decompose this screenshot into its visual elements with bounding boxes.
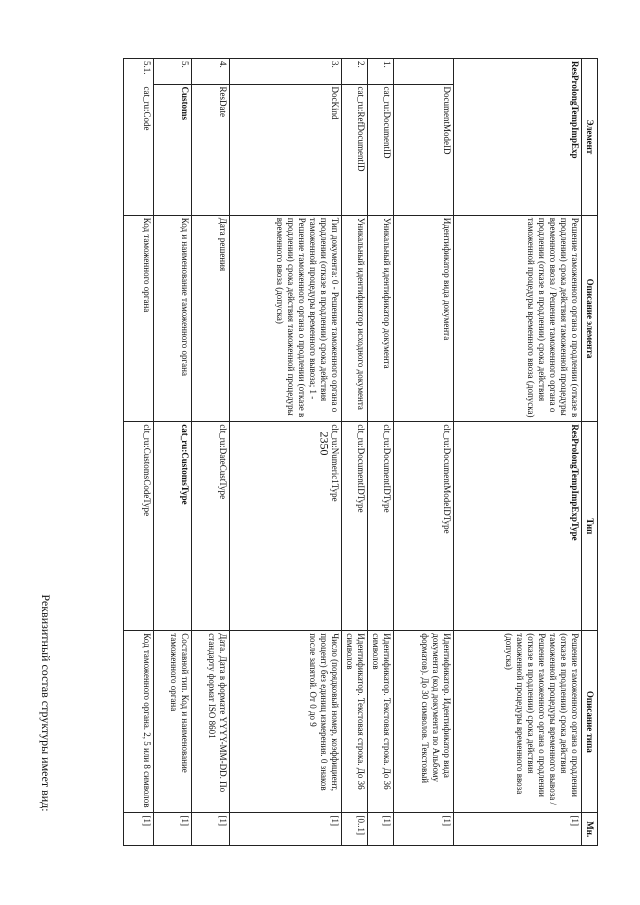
cell-description: Код таможенного органа [124, 215, 154, 422]
cell-description: Идентификатор вида документа [394, 215, 454, 422]
cell-multiplicity: [1] [192, 813, 230, 846]
cell-multiplicity: [0..1] [342, 813, 368, 846]
cell-type: clt_ru:DocumentIDType [368, 422, 394, 631]
header-type-description: Описание типа [582, 631, 598, 813]
cell-element-nested [124, 59, 154, 216]
cell-description: Код и наименование таможенного органа [154, 215, 192, 422]
cell-element: DocumentModeID [394, 84, 454, 215]
cell-type-description: Решение таможенного органа о продлении (отказе в продлении) срока действия таможенной процедуры временного вывоза / Решение таможенного органа о продлении (отказе в продлении) срока действия таможенной процедуры временного ввоза (допуска) [454, 631, 582, 813]
cell-num [394, 59, 454, 85]
cell-description: Решение таможенного органа о продлении (отказе в продлении) срока действия таможенной процедуры временного ввоза / Решение таможенного органа о продлении (отказе в продлении) срока действия таможенной процедуры временного ввоза (допуска) [454, 215, 582, 422]
table-header-row [582, 59, 598, 846]
table-row [454, 59, 582, 846]
cell-multiplicity: [1] [124, 813, 154, 846]
table-row [394, 59, 454, 846]
cell-element: cat_ru:DocumentID [368, 84, 394, 215]
cell-multiplicity: [1] [368, 813, 394, 846]
cell-type-description: Идентификатор. Текстовая строка. До 36 символов [342, 631, 368, 813]
table-row [342, 59, 368, 846]
cell-element: cat_ru:RefDocumentID [342, 84, 368, 215]
cell-description: Уникальный идентификатор документа [368, 215, 394, 422]
cell-num: 2. [342, 59, 368, 85]
cell-element: DocKind [230, 84, 342, 215]
header-element: Элемент [582, 59, 598, 216]
cell-type: clt_ru:DateCustType [192, 422, 230, 631]
cell-multiplicity: [1] [230, 813, 342, 846]
cell-type-description: Составной тип. Код и наименование таможенного органа [154, 631, 192, 813]
cell-num: 4. [192, 59, 230, 85]
cell-description: Уникальный идентификатор исходного документа [342, 215, 368, 422]
cell-num: 1. [368, 59, 394, 85]
cell-type: clt_ru:CustomsCodeType [124, 422, 154, 631]
cell-element: ResDate [192, 84, 230, 215]
cell-num: 5.1. [142, 61, 153, 75]
cell-type-description: Идентификатор. Текстовая строка. До 36 символов [368, 631, 394, 813]
cell-element: cat_ru:Code [142, 86, 153, 131]
table-row [154, 59, 192, 846]
cell-type: clt_ru:Numeric1Type [230, 422, 342, 631]
header-description: Описание элемента [582, 215, 598, 422]
cell-type: cat_ru:CustomsType [154, 422, 192, 631]
cell-type: clt_ru:DocumentIDType [342, 422, 368, 631]
cell-element: Customs [154, 84, 192, 215]
table-row [124, 59, 154, 846]
table-row [192, 59, 230, 846]
cell-type-description: Дата. Дата в формате YYYY-MM-DD. По стандарту формат ISO 8601 [192, 631, 230, 813]
cell-type-description: Код таможенного органа. 2, 5 или 8 символов [124, 631, 154, 813]
cell-multiplicity: [1] [154, 813, 192, 846]
cell-type: ResProlongTempImpExpType [454, 422, 582, 631]
structure-table [123, 58, 598, 846]
cell-description: Тип документа: 0 - Решение таможенного органа о продлении (отказе в продлении) срока действия таможенной процедуры временного вывоза; 1 - Решение таможенного органа о продлении (отказе в продлении) срока действия таможенной процедуры временного ввоза (допуска) [230, 215, 342, 422]
header-multiplicity: Мн. [582, 813, 598, 846]
cell-type: clt_ru:DocumentModeIDType [394, 422, 454, 631]
cell-type-description: Идентификатор. Идентификатор вида документа (код документа по Альбому форматов). До 30 символов. Текстовый [394, 631, 454, 813]
cell-description: Дата решения [192, 215, 230, 422]
rotated-table-container [133, 58, 598, 846]
cell-multiplicity: [1] [454, 813, 582, 846]
page-number: 2350 [317, 431, 332, 456]
table-row [368, 59, 394, 846]
cell-type-description: Число (порядковый номер, коэффициент, процент) без единиц измерения. 0 знаков после запятой. От 0 до 9 [230, 631, 342, 813]
table-row [230, 59, 342, 846]
cell-element: ResProlongTempImpExp [454, 59, 582, 216]
cell-num: 3. [230, 59, 342, 85]
cell-multiplicity: [1] [394, 813, 454, 846]
cell-num: 5. [154, 59, 192, 85]
header-type: Тип [582, 422, 598, 631]
intro-text: Реквизитный состав структуры имеет вид: [39, 594, 53, 812]
